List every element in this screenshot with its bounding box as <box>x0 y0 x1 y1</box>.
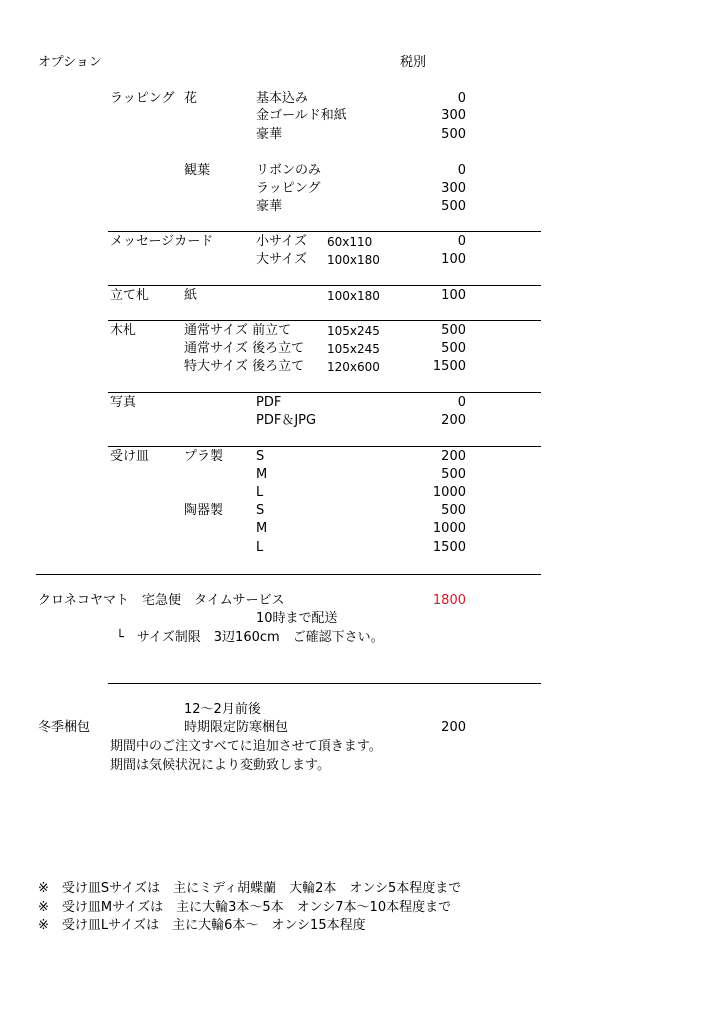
standing-card-type: 紙 <box>184 288 198 303</box>
item-name: 豪華 <box>256 199 283 214</box>
item-price: 1500 <box>432 359 466 374</box>
item-price: 500 <box>441 503 466 518</box>
wood-card-label: 木札 <box>110 323 137 338</box>
wrapping-foliage-label: 観葉 <box>184 163 211 178</box>
item-name: 特大サイズ 後ろ立て <box>184 359 305 374</box>
footnote: ※ 受け皿Lサイズは 主に大輪6本～ オンシ15本程度 <box>38 918 366 933</box>
delivery-label: クロネコヤマト 宅急便 タイムサービス <box>38 593 285 608</box>
item-price: 1000 <box>432 485 466 500</box>
item-price: 0 <box>457 163 466 178</box>
item-size: 120x600 <box>327 360 380 374</box>
delivery-price: 1800 <box>432 593 466 608</box>
saucer-plastic-label: プラ製 <box>184 449 224 464</box>
item-price: 200 <box>441 413 466 428</box>
item-name: 基本込み <box>256 91 309 106</box>
item-size: M <box>256 521 268 536</box>
divider <box>36 574 541 575</box>
tax-label: 税別 <box>400 55 427 70</box>
item-price: 0 <box>457 91 466 106</box>
saucer-ceramic-label: 陶器製 <box>184 503 224 518</box>
winter-price: 200 <box>441 720 466 735</box>
item-size: M <box>256 467 268 482</box>
item-price: 500 <box>441 341 466 356</box>
divider <box>108 320 541 321</box>
item-price: 1500 <box>432 540 466 555</box>
item-price: 100 <box>441 288 466 303</box>
item-name: 豪華 <box>256 127 283 142</box>
item-size: 105x245 <box>327 324 380 338</box>
winter-desc: 時期限定防寒梱包 <box>184 720 289 735</box>
divider <box>108 285 541 286</box>
winter-note: 期間中のご注文すべてに追加させて頂きます。 <box>110 739 382 754</box>
item-size: 100x180 <box>327 253 380 267</box>
item-name: ラッピング <box>256 181 321 196</box>
divider <box>108 683 541 684</box>
divider <box>108 446 541 447</box>
item-size: 60x110 <box>327 235 373 249</box>
item-size: 100x180 <box>327 289 380 303</box>
item-name: 大サイズ <box>256 252 307 267</box>
item-price: 0 <box>457 234 466 249</box>
item-name: 金ゴールド和紙 <box>256 108 347 123</box>
item-price: 500 <box>441 323 466 338</box>
item-size: S <box>256 503 265 518</box>
item-name: 小サイズ <box>256 234 307 249</box>
item-price: 500 <box>441 199 466 214</box>
item-price: 300 <box>441 108 466 123</box>
saucer-label: 受け皿 <box>110 449 150 464</box>
item-size: L <box>256 485 264 500</box>
item-price: 300 <box>441 181 466 196</box>
delivery-note: 10時まで配送 <box>256 611 338 626</box>
wrapping-flower-label: 花 <box>184 91 198 106</box>
item-price: 100 <box>441 252 466 267</box>
winter-label: 冬季梱包 <box>38 720 91 735</box>
item-price: 200 <box>441 449 466 464</box>
wrapping-label: ラッピング <box>110 91 175 106</box>
item-size: L <box>256 540 264 555</box>
item-name: PDF＆JPG <box>256 413 317 428</box>
footnote: ※ 受け皿Mサイズは 主に大輪3本～5本 オンシ7本～10本程度まで <box>38 900 452 915</box>
divider <box>108 392 541 393</box>
item-price: 0 <box>457 395 466 410</box>
item-price: 500 <box>441 127 466 142</box>
photo-label: 写真 <box>110 395 137 410</box>
standing-card-label: 立て札 <box>110 288 150 303</box>
item-name: PDF <box>256 395 282 410</box>
item-name: 通常サイズ 後ろ立て <box>184 341 305 356</box>
item-size: S <box>256 449 265 464</box>
item-name: リボンのみ <box>256 163 322 178</box>
item-price: 1000 <box>432 521 466 536</box>
divider <box>108 231 541 232</box>
delivery-size-limit: └ サイズ制限 3辺160cm ご確認下さい。 <box>116 630 384 645</box>
item-name: 通常サイズ 前立て <box>184 323 292 338</box>
item-size: 105x245 <box>327 342 380 356</box>
item-price: 500 <box>441 467 466 482</box>
footnote: ※ 受け皿Sサイズは 主にミディ胡蝶蘭 大輪2本 オンシ5本程度まで <box>38 881 462 896</box>
winter-period: 12～2月前後 <box>184 702 261 717</box>
message-card-label: メッセージカード <box>110 234 214 249</box>
page-title: オプション <box>38 55 102 70</box>
winter-note: 期間は気候状況により変動致します。 <box>110 758 330 773</box>
